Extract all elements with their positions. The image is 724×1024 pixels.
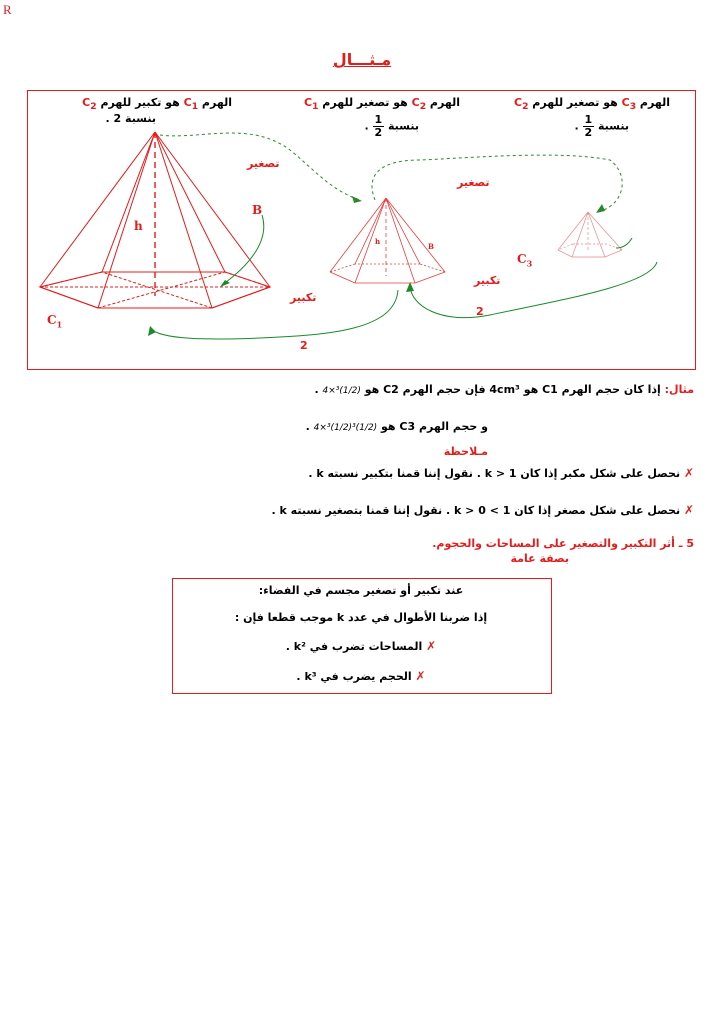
example-line1 xyxy=(314,383,694,396)
cross-bullet-icon: ✗ xyxy=(683,466,694,480)
caption-c2-dot: . xyxy=(364,119,369,133)
example-line1-expr: (1/2)³×4 xyxy=(322,386,361,396)
rule-line-4-text: الحجم يضرب في k³ . xyxy=(296,670,412,683)
caption-c2-line2: بنسبة xyxy=(388,119,419,133)
reduce-arrows xyxy=(160,133,622,212)
caption-c3 xyxy=(514,96,670,112)
caption-c1-pre: الهرم xyxy=(201,96,232,109)
example-line1-dot: . xyxy=(314,383,319,396)
caption-c1-ref: C xyxy=(82,96,91,109)
rule-line-2: إذا ضربنا الأطوال في عدد k موجب قطعا فإن : xyxy=(234,611,488,624)
note-item-2 xyxy=(272,503,695,517)
rule-line-3 xyxy=(181,639,541,653)
caption-c2-name: C xyxy=(411,96,420,109)
rule-line-4 xyxy=(181,669,541,683)
caption-c2-mid: هو تصغير للهرم xyxy=(322,96,408,109)
label-factor-2: 2 xyxy=(300,339,308,352)
page-title: مـثـــال xyxy=(332,50,392,69)
caption-c2-frac: $\frac{1}{2}$ xyxy=(374,113,383,139)
cross-bullet-icon: ✗ xyxy=(415,669,426,683)
example-line1-text: إذا كان حجم الهرم C1 هو 4cm³ فإن حجم الهرم C2 هو xyxy=(364,383,661,396)
caption-c3-sub: 3 xyxy=(629,101,637,113)
caption-c2 xyxy=(304,96,460,112)
label-reduce-1: تصغير xyxy=(247,157,280,170)
caption-c3-mid: هو تصغير للهرم xyxy=(532,96,618,109)
caption-c3-pre: الهرم xyxy=(639,96,670,109)
caption-c1-mid: هو تكبير للهرم xyxy=(100,96,180,109)
pyramid-c3 xyxy=(558,212,622,257)
example-line2-text: و حجم الهرم C3 هو xyxy=(381,420,488,433)
label-enlarge-2: تكبير xyxy=(474,274,501,287)
pyramid-c1 xyxy=(40,132,270,308)
caption-c3-refsub: 2 xyxy=(522,101,529,113)
cross-bullet-icon: ✗ xyxy=(426,639,437,653)
caption-c3-dot: . xyxy=(574,119,579,133)
pyramid-c2 xyxy=(330,198,445,283)
example-label: مثال: xyxy=(664,383,694,396)
example-line2 xyxy=(306,420,488,433)
rule-box xyxy=(172,578,552,694)
enlarge-arrows xyxy=(150,215,657,339)
note-item-1 xyxy=(308,466,694,480)
pyramids-figure xyxy=(0,0,724,380)
caption-c2-refsub: 1 xyxy=(312,101,319,113)
label-factor-1: 2 xyxy=(476,305,484,318)
label-reduce-2: تصغير xyxy=(457,176,490,189)
note-item-1-text: نحصل على شكل مكبر إذا كان 1 < k . نقول إننا قمنا بتكبير نسبته k . xyxy=(308,467,681,480)
label-b-c1: B xyxy=(252,203,263,217)
caption-c2-sub: 2 xyxy=(419,101,427,113)
caption-c3-name: C xyxy=(621,96,630,109)
caption-c3-line2: بنسبة xyxy=(598,119,629,133)
caption-c1-sub: 1 xyxy=(191,101,199,113)
caption-c2-ref: C xyxy=(304,96,313,109)
caption-c3-frac: $\frac{1}{2}$ xyxy=(584,113,593,139)
caption-c3-ratio xyxy=(574,114,629,139)
rule-line-1: عند تكبير أو تصغير مجسم في الفضاء: xyxy=(258,584,464,597)
caption-c1-name: C xyxy=(183,96,192,109)
label-h-c1: h xyxy=(134,219,143,233)
caption-c2-pre: الهرم xyxy=(429,96,460,109)
caption-c3-ref: C xyxy=(514,96,523,109)
label-enlarge-1: تكبير xyxy=(290,291,317,304)
caption-c1-line2: بنسبة 2 . xyxy=(105,112,156,125)
caption-c1-refsub: 2 xyxy=(90,101,97,113)
corner-letter: R xyxy=(3,2,12,17)
note-item-2-text: نحصل على شكل مصغر إذا كان 1 > k > 0 . نقول إننا قمنا بتصغير نسبته k . xyxy=(271,504,681,517)
note-heading: مـلاحظة xyxy=(443,445,488,458)
rule-line-3-text: المساحات تضرب في k² . xyxy=(285,640,423,653)
section-subheading: بصفة عامة xyxy=(510,552,569,565)
label-h-c2: h xyxy=(375,237,381,246)
cross-bullet-icon: ✗ xyxy=(683,503,694,517)
label-c1: $C_1$ xyxy=(47,313,63,330)
section-heading: 5 ـ أثر التكبير والتصغير على المساحات والحجوم. xyxy=(432,537,694,550)
label-b-c2: B xyxy=(428,242,434,251)
caption-c1 xyxy=(82,96,232,112)
label-c3: $C_3$ xyxy=(517,252,533,269)
caption-c2-ratio xyxy=(364,114,419,139)
example-line2-expr: (1/2)³(1/2)³×4 xyxy=(313,423,378,433)
example-line2-dot: . xyxy=(305,420,310,433)
